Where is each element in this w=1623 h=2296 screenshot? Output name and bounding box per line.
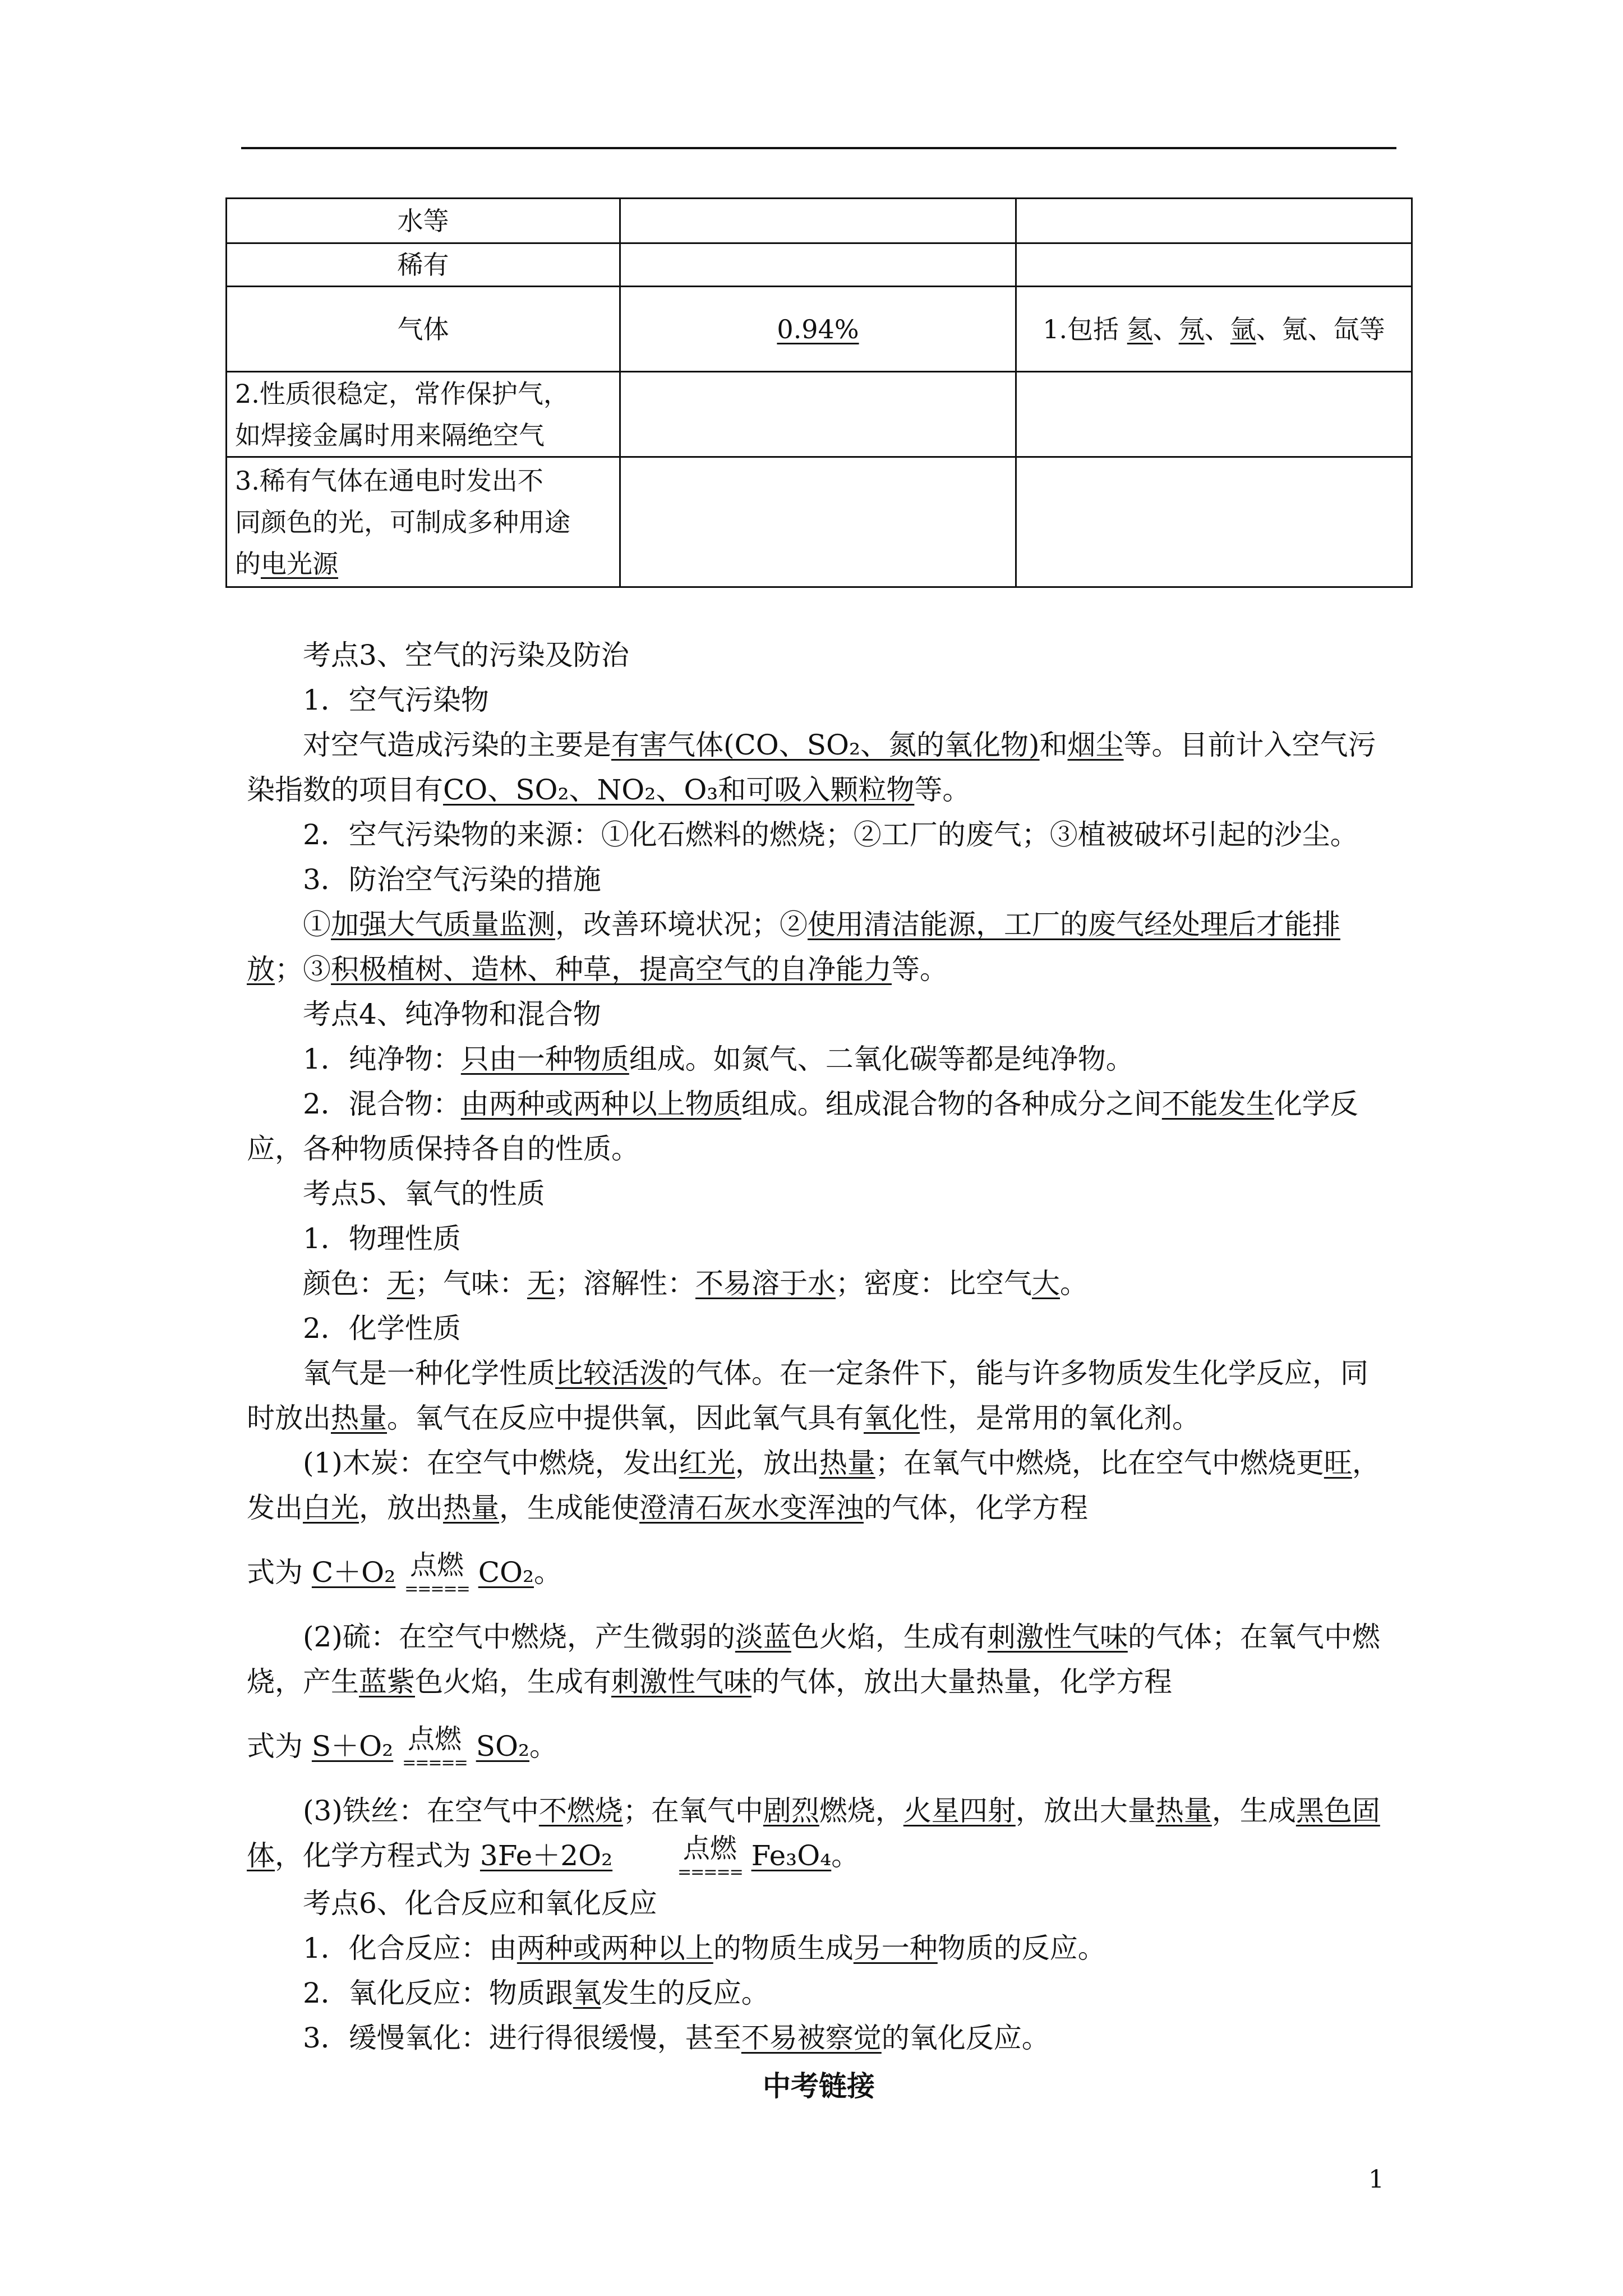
table-text: 2.性质很稳定，常作保护气， bbox=[235, 378, 569, 409]
answer-blank: 热量 bbox=[443, 1492, 499, 1524]
answer-blank: 刺激性气味 bbox=[611, 1665, 751, 1698]
equals-sign: ===== bbox=[402, 1753, 467, 1773]
answer-blank: 热量 bbox=[1155, 1795, 1212, 1827]
table-cell bbox=[1016, 287, 1412, 372]
answer-blank: 不易被察觉 bbox=[741, 2022, 882, 2054]
table-cell bbox=[1016, 372, 1412, 457]
table-cell bbox=[1016, 457, 1412, 587]
answer-blank: 白光 bbox=[303, 1492, 359, 1524]
answer-blank: 只由一种物质 bbox=[460, 1043, 629, 1075]
text: ，生成能使 bbox=[499, 1492, 639, 1524]
condition-label: 点燃 bbox=[409, 1549, 464, 1581]
text: 的气体，化学方程 bbox=[864, 1492, 1088, 1524]
text: 组成。组成混合物的各种成分之间 bbox=[741, 1088, 1162, 1120]
text: 对空气造成污染的主要是 bbox=[303, 729, 611, 761]
paragraph bbox=[247, 1971, 1391, 2016]
table-cell bbox=[620, 243, 1016, 287]
answer-blank: 有害气体(CO、SO₂、氮的氧化物) bbox=[611, 729, 1040, 761]
answer-blank: 由两种或两种以上物质 bbox=[460, 1088, 741, 1120]
answer-blank: 黑色固体 bbox=[247, 1795, 1380, 1872]
table-cell bbox=[1016, 243, 1412, 287]
table-text: 、 bbox=[1152, 314, 1179, 344]
text: 。 bbox=[534, 1556, 562, 1589]
table-row bbox=[227, 243, 1412, 287]
table-answer: 0.94% bbox=[777, 314, 859, 344]
table-row bbox=[227, 372, 1412, 457]
answer-blank: 不易溶于水 bbox=[695, 1267, 836, 1300]
condition-label: 点燃 bbox=[407, 1723, 462, 1755]
equals-sign: ===== bbox=[677, 1862, 743, 1882]
table-cell bbox=[620, 199, 1016, 243]
table-row bbox=[227, 457, 1412, 587]
text: ，放出 bbox=[359, 1492, 443, 1524]
text: 等。目前计入空气污染指数的项目有 bbox=[247, 729, 1376, 806]
text: 2．氧化反应：物质跟 bbox=[303, 1977, 573, 2009]
table-cell: 气体 bbox=[227, 287, 620, 372]
table-answer: 氦 bbox=[1127, 314, 1153, 344]
paragraph bbox=[247, 723, 1391, 812]
text: 物质的反应。 bbox=[937, 1932, 1106, 1964]
equation-products: Fe₃O₄ bbox=[751, 1839, 832, 1872]
paragraph bbox=[247, 1614, 1391, 1704]
text: ；气味： bbox=[415, 1267, 527, 1300]
section-title: 考点5、氧气的性质 bbox=[303, 1177, 545, 1210]
text: 1．纯净物： bbox=[303, 1043, 461, 1075]
answer-blank: 旺 bbox=[1324, 1447, 1352, 1479]
equation-reactants: S＋O₂ bbox=[311, 1730, 394, 1763]
text: ；密度：比空气 bbox=[836, 1267, 1032, 1300]
section-title: 考点6、化合反应和氧化反应 bbox=[303, 1887, 657, 1920]
paragraph bbox=[247, 1082, 1391, 1171]
text: ；溶解性： bbox=[555, 1267, 695, 1300]
text: 的气体。在一定条件下，能与许多物质发生化学反应，同时放出 bbox=[247, 1357, 1368, 1434]
section-heading: 1．物理性质 bbox=[303, 1222, 461, 1255]
table-cell bbox=[227, 372, 620, 457]
text: 的气体，放出大量热量，化学方程 bbox=[751, 1665, 1172, 1698]
paragraph bbox=[247, 2016, 1391, 2060]
table-cell bbox=[1016, 199, 1412, 243]
answer-blank: 刺激性气味 bbox=[987, 1621, 1128, 1653]
text: ，放出 bbox=[735, 1447, 819, 1479]
table-cell bbox=[620, 372, 1016, 457]
answer-blank: 比较活泼 bbox=[555, 1357, 667, 1389]
answer-blank: 无 bbox=[527, 1267, 555, 1300]
answer-blank: 热量 bbox=[331, 1402, 387, 1434]
text: (1)木炭：在空气中燃烧，发出 bbox=[303, 1447, 679, 1479]
table-text: 1.包括 bbox=[1043, 314, 1119, 344]
text: ，生成 bbox=[1211, 1795, 1296, 1827]
text: 。 bbox=[831, 1839, 860, 1872]
answer-blank: 烟尘 bbox=[1067, 729, 1124, 761]
text: 的物质生成 bbox=[713, 1932, 854, 1964]
text: 。 bbox=[1060, 1267, 1088, 1300]
text: 式为 bbox=[247, 1556, 303, 1589]
answer-blank: 蓝紫 bbox=[359, 1665, 415, 1698]
text: 2．混合物： bbox=[303, 1088, 461, 1120]
text: ，改善环境状况；② bbox=[555, 908, 808, 941]
text: 式为 bbox=[247, 1730, 303, 1763]
text: 化学反应，各种物质保持各自的性质。 bbox=[247, 1088, 1358, 1165]
answer-blank: 红光 bbox=[679, 1447, 735, 1479]
text: ，发出 bbox=[247, 1447, 1380, 1524]
equation-products: CO₂ bbox=[478, 1556, 534, 1589]
text: ，化学方程式为 bbox=[275, 1839, 471, 1872]
text: ，放出大量 bbox=[1015, 1795, 1156, 1827]
table-text: 如焊接金属时用来隔绝空气 bbox=[235, 420, 545, 450]
text: (3)铁丝：在空气中 bbox=[303, 1795, 539, 1827]
table-cell: 稀有 bbox=[227, 243, 620, 287]
equals-sign: ===== bbox=[404, 1579, 469, 1599]
text: 组成。如氮气、二氧化碳等都是纯净物。 bbox=[629, 1043, 1134, 1075]
text: 燃烧， bbox=[819, 1795, 903, 1827]
table-row bbox=[227, 199, 1412, 243]
text: 的气体；在氧气中燃烧，产生 bbox=[247, 1621, 1380, 1698]
table-text: 同颜色的光，可制成多种用途 bbox=[235, 507, 570, 537]
answer-blank: 火星四射 bbox=[903, 1795, 1016, 1827]
table-answer: 氩 bbox=[1230, 314, 1256, 344]
answer-blank: 氧化 bbox=[864, 1402, 920, 1434]
gas-table bbox=[225, 197, 1413, 588]
text: 等。 bbox=[892, 953, 948, 986]
table-cell: 水等 bbox=[227, 199, 620, 243]
equation-line bbox=[247, 1530, 1391, 1614]
page-number: 1 bbox=[1368, 2165, 1384, 2194]
answer-blank: 另一种 bbox=[853, 1932, 938, 1964]
equation-reactants: 3Fe＋2O₂ bbox=[479, 1839, 613, 1872]
answer-blank: 热量 bbox=[819, 1447, 875, 1479]
text: 色火焰，生成有 bbox=[415, 1665, 611, 1698]
text: 的氧化反应。 bbox=[881, 2022, 1050, 2054]
paragraph bbox=[247, 1788, 1391, 1881]
text: 1．化合反应：由 bbox=[303, 1932, 517, 1964]
answer-blank: 无 bbox=[387, 1267, 415, 1300]
answer-blank: 氧 bbox=[573, 1977, 601, 2009]
table-cell bbox=[227, 457, 620, 587]
text: 性，是常用的氧化剂。 bbox=[920, 1402, 1200, 1434]
table-text: 的 bbox=[235, 548, 261, 579]
text: 色火焰，生成有 bbox=[791, 1621, 988, 1653]
answer-blank: 淡蓝 bbox=[735, 1621, 791, 1653]
text: 。氧气在反应中提供氧，因此氧气具有 bbox=[387, 1402, 864, 1434]
section-title: 考点3、空气的污染及防治 bbox=[303, 639, 629, 671]
text: 发生的反应。 bbox=[601, 1977, 769, 2009]
document-body bbox=[247, 633, 1391, 2109]
text: 。 bbox=[529, 1730, 557, 1763]
answer-blank: CO、SO₂、NO₂、O₃和可吸入颗粒物 bbox=[443, 774, 915, 806]
paragraph bbox=[247, 1351, 1391, 1441]
answer-blank: 大 bbox=[1032, 1267, 1060, 1300]
text: ；在氧气中 bbox=[623, 1795, 763, 1827]
reaction-condition bbox=[621, 1835, 743, 1881]
text: 和 bbox=[1039, 729, 1068, 761]
answer-blank: 剧烈 bbox=[763, 1795, 819, 1827]
section-heading: 2．化学性质 bbox=[303, 1312, 461, 1345]
text: (2)硫：在空气中燃烧，产生微弱的 bbox=[303, 1621, 735, 1653]
equation-line bbox=[247, 1704, 1391, 1788]
answer-blank: 不燃烧 bbox=[538, 1795, 623, 1827]
header-rule bbox=[241, 147, 1396, 149]
table-answer: 电光源 bbox=[261, 548, 338, 579]
paragraph bbox=[247, 1926, 1391, 1971]
link-heading: 中考链接 bbox=[763, 2069, 875, 2102]
paragraph bbox=[247, 902, 1391, 992]
section-heading: 1．空气污染物 bbox=[303, 684, 489, 716]
text: 3．缓慢氧化：进行得很缓慢，甚至 bbox=[303, 2022, 741, 2054]
table-text: 3.稀有气体在通电时发出不 bbox=[235, 465, 543, 496]
paragraph: 2．空气污染物的来源：①化石燃料的燃烧；②工厂的废气；③植被破坏引起的沙尘。 bbox=[303, 818, 1358, 851]
paragraph bbox=[247, 1037, 1391, 1082]
answer-blank: 澄清石灰水变浑浊 bbox=[639, 1492, 864, 1524]
answer-blank: 不能发生 bbox=[1161, 1088, 1274, 1120]
paragraph bbox=[247, 1441, 1391, 1530]
answer-blank: 加强大气质量监测 bbox=[331, 908, 555, 941]
text: 颜色： bbox=[303, 1267, 387, 1300]
reaction-condition bbox=[404, 1549, 469, 1599]
table-text bbox=[235, 543, 611, 585]
equation-reactants: C＋O₂ bbox=[311, 1556, 396, 1589]
reaction-condition bbox=[402, 1723, 467, 1773]
text: 等。 bbox=[914, 774, 971, 806]
table-answer: 氖 bbox=[1178, 314, 1205, 344]
answer-blank: 两种或两种以上 bbox=[517, 1932, 713, 1964]
table-text: 、氪、氙等 bbox=[1256, 314, 1385, 344]
answer-blank: 积极植树、造林、种草，提高空气的自净能力 bbox=[331, 953, 892, 986]
text: ① bbox=[303, 908, 331, 941]
section-title: 考点4、纯净物和混合物 bbox=[303, 998, 601, 1030]
paragraph bbox=[247, 1261, 1391, 1306]
answer-blank: 使用清洁能源，工厂的废气经处理后才能排放 bbox=[247, 908, 1340, 986]
equation-products: SO₂ bbox=[476, 1730, 529, 1763]
section-heading: 3．防治空气污染的措施 bbox=[303, 863, 601, 896]
condition-label: 点燃 bbox=[683, 1833, 737, 1864]
text: ；③ bbox=[275, 953, 331, 986]
table-cell bbox=[620, 457, 1016, 587]
table-row bbox=[227, 287, 1412, 372]
text: ；在氧气中燃烧，比在空气中燃烧更 bbox=[875, 1447, 1324, 1479]
text: 氧气是一种化学性质 bbox=[303, 1357, 555, 1389]
table-cell bbox=[620, 287, 1016, 372]
table-text: 、 bbox=[1204, 314, 1230, 344]
